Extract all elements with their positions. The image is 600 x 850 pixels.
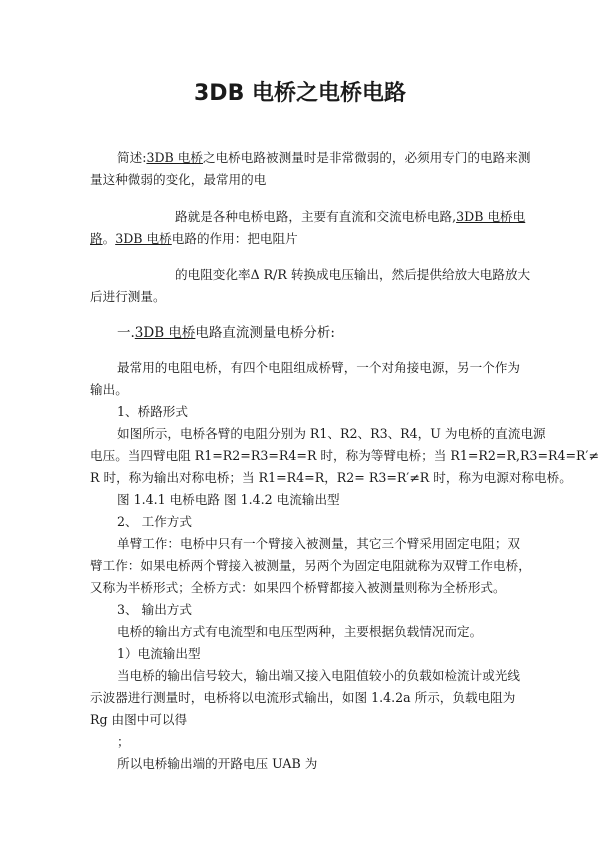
paragraph-line: 示波器进行测量时，电桥将以电流形式输出，如图 1.4.2a 所示，负载电阻为 <box>90 690 516 705</box>
summary-line-3 <box>175 206 525 228</box>
summary-line-5: 的电阻变化率Δ R/R 转换成电压输出，然后提供给放大电路放大 <box>175 267 531 282</box>
summary-line-4 <box>90 228 298 250</box>
paragraph-line: 又称为半桥形式；全桥方式：如果四个桥臂都接入被测量则称为全桥形式。 <box>90 580 506 595</box>
summary-text: 。 <box>102 231 116 246</box>
paragraph-line: ； <box>117 734 130 749</box>
paragraph-line: 输出。 <box>90 382 128 397</box>
paragraph-line: 电压。当四臂电阻 R1=R2=R3=R4=R 时，称为等臂电桥；当 R1=R2=R,R3=R4=R′≠ <box>90 448 599 463</box>
link-3db-bridge[interactable]: 3DB 电桥 <box>115 231 172 246</box>
link-3db-bridge-circuit[interactable]: 3DB 电桥电 <box>456 209 526 224</box>
page-title: 3DB 电桥之电桥电路 <box>194 81 406 106</box>
summary-text: 路就是各种电桥电路，主要有直流和交流电桥电路, <box>175 209 457 224</box>
paragraph-line: Rg 由图中可以得 <box>90 712 188 727</box>
paragraph-line: 单臂工作：电桥中只有一个臂接入被测量，其它三个臂采用固定电阻；双 <box>117 536 520 551</box>
section-heading <box>117 322 335 344</box>
figure-caption: 图 1.4.1 电桥电路 图 1.4.2 电流输出型 <box>117 492 340 507</box>
summary-label: 简述: <box>117 150 147 165</box>
paragraph-line: 所以电桥输出端的开路电压 UAB 为 <box>117 756 318 771</box>
summary-text: 电路的作用：把电阻片 <box>171 231 298 246</box>
subheading-bridge-form: 1、桥路形式 <box>117 404 188 419</box>
paragraph-line: 臂工作：如果电桥两个臂接入被测量，另两个为固定电阻就称为双臂工作电桥， <box>90 558 531 573</box>
section-heading-text: 电路直流测量电桥分析: <box>195 325 335 341</box>
paragraph-line: R 时，称为输出对称电桥；当 R1=R4=R，R2= R3=R′≠R 时，称为电源对称电桥。 <box>90 470 572 485</box>
summary-text: 之电桥电路被测量时是非常微弱的，必须用专门的电路来测 <box>203 150 531 165</box>
summary-line-2: 量这种微弱的变化，最常用的电 <box>90 172 267 187</box>
paragraph-line: 当电桥的输出信号较大，输出端又接入电阻值较小的负载如检流计或光线 <box>117 668 520 683</box>
subheading-output-mode: 3、 输出方式 <box>117 602 192 617</box>
subheading-current-output: 1）电流输出型 <box>117 646 201 661</box>
link-3db-bridge[interactable]: 3DB 电桥 <box>146 150 203 165</box>
summary-line-6: 后进行测量。 <box>90 289 166 304</box>
section-number: 一. <box>117 325 135 341</box>
summary-line-1 <box>117 147 530 169</box>
paragraph-line: 最常用的电阻电桥，有四个电阻组成桥臂，一个对角接电源，另一个作为 <box>117 360 520 375</box>
link-3db-bridge[interactable]: 3DB 电桥 <box>134 325 196 341</box>
link-3db-bridge-circuit-end[interactable]: 路 <box>90 231 103 246</box>
paragraph-line: 电桥的输出方式有电流型和电压型两种，主要根据负载情况而定。 <box>117 624 483 639</box>
paragraph-line: 如图所示，电桥各臂的电阻分别为 R1、R2、R3、R4，U 为电桥的直流电源 <box>117 426 546 441</box>
subheading-work-mode: 2、 工作方式 <box>117 514 192 529</box>
